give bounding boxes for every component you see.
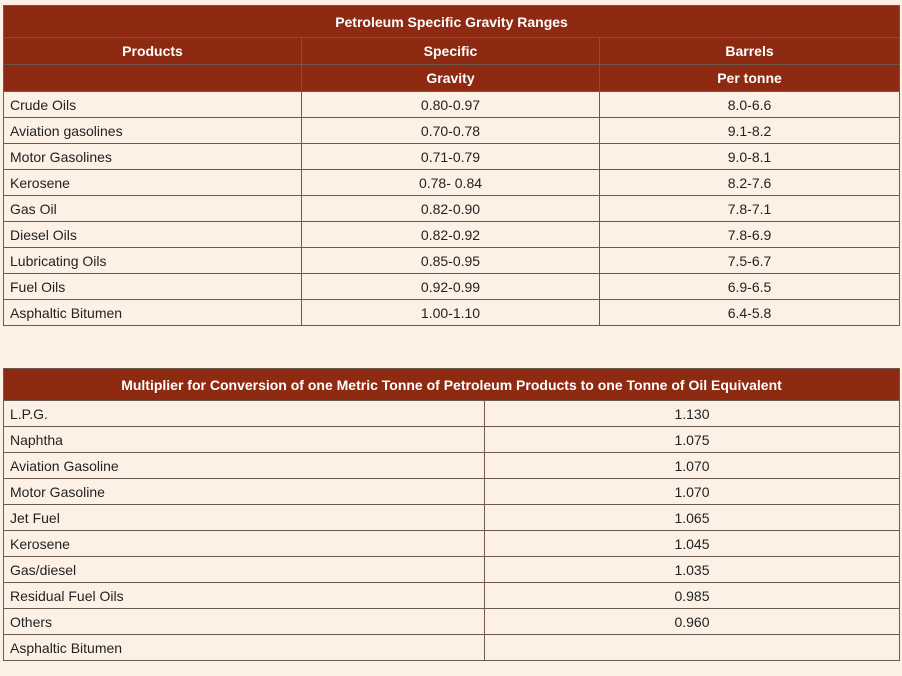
table-row [4,453,900,479]
table-row [4,427,900,453]
table-cell: Kerosene [4,170,302,196]
table-cell: 1.00-1.10 [302,300,600,326]
table-cell: L.P.G. [4,401,485,427]
table-cell: 6.9-6.5 [600,274,900,300]
table-cell: 0.70-0.78 [302,118,600,144]
table-row [4,92,900,118]
table-cell: 0.80-0.97 [302,92,600,118]
table-cell: Naphtha [4,427,485,453]
header-per-tonne: Per tonne [600,65,900,92]
table-row [4,531,900,557]
table-cell: Motor Gasolines [4,144,302,170]
table-cell: Asphaltic Bitumen [4,635,485,661]
table-row [4,170,900,196]
table-cell: 7.5-6.7 [600,248,900,274]
conversion-multiplier-table [3,368,900,661]
table-row [4,300,900,326]
table-cell: 1.065 [485,505,900,531]
table-cell: 0.960 [485,609,900,635]
table-row [4,609,900,635]
table-row [4,144,900,170]
table-cell: 1.130 [485,401,900,427]
table-row [4,196,900,222]
table-cell: 9.1-8.2 [600,118,900,144]
table-cell: 7.8-7.1 [600,196,900,222]
table-row [4,479,900,505]
table-cell: Gas Oil [4,196,302,222]
table-cell: 9.0-8.1 [600,144,900,170]
table-cell [485,635,900,661]
header-gravity: Gravity [302,65,600,92]
table-row [4,248,900,274]
table-cell: 0.85-0.95 [302,248,600,274]
table-cell: Others [4,609,485,635]
header-products: Products [4,38,302,65]
table-cell: Crude Oils [4,92,302,118]
header-specific: Specific [302,38,600,65]
table-cell: Diesel Oils [4,222,302,248]
table-cell: Fuel Oils [4,274,302,300]
table-row [4,505,900,531]
table2-title: Multiplier for Conversion of one Metric Tonne of Petroleum Products to one Tonne of Oil Equivalent [4,369,900,401]
table-cell: 0.92-0.99 [302,274,600,300]
header-products-sub [4,65,302,92]
table-row [4,583,900,609]
table-row [4,118,900,144]
table-cell: Kerosene [4,531,485,557]
table-cell: 1.070 [485,479,900,505]
table-cell: Residual Fuel Oils [4,583,485,609]
table-cell: 8.0-6.6 [600,92,900,118]
table-cell: Gas/diesel [4,557,485,583]
table-cell: 0.82-0.92 [302,222,600,248]
table-cell: 7.8-6.9 [600,222,900,248]
table1-title: Petroleum Specific Gravity Ranges [4,6,900,38]
table-cell: 1.075 [485,427,900,453]
table-cell: 1.045 [485,531,900,557]
table-cell: 1.070 [485,453,900,479]
table-cell: 0.985 [485,583,900,609]
table2-body [4,401,900,661]
table-cell: Aviation gasolines [4,118,302,144]
table-cell: 0.78- 0.84 [302,170,600,196]
header-barrels: Barrels [600,38,900,65]
table-cell: Asphaltic Bitumen [4,300,302,326]
table-cell: 0.82-0.90 [302,196,600,222]
table-row [4,401,900,427]
table-cell: Aviation Gasoline [4,453,485,479]
table-cell: Motor Gasoline [4,479,485,505]
table-cell: 8.2-7.6 [600,170,900,196]
table-row [4,557,900,583]
table-cell: 1.035 [485,557,900,583]
table-cell: 6.4-5.8 [600,300,900,326]
table-cell: Lubricating Oils [4,248,302,274]
table-row [4,222,900,248]
table-row [4,274,900,300]
table-row [4,635,900,661]
table-cell: Jet Fuel [4,505,485,531]
specific-gravity-table [3,5,900,326]
table-cell: 0.71-0.79 [302,144,600,170]
table1-body [4,92,900,326]
